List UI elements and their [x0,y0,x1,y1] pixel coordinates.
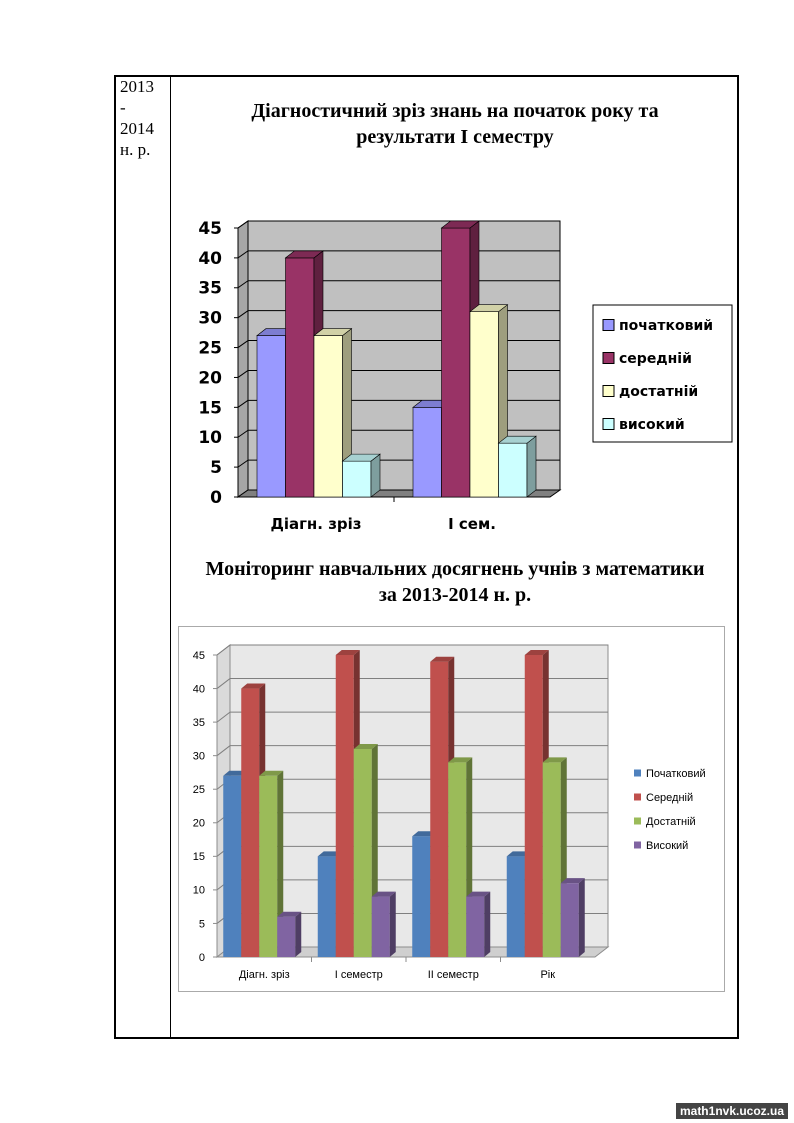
chart1-y-tick-label: 5 [210,458,222,479]
chart2-bar [412,836,430,957]
chart2-legend-label: Високий [646,839,689,852]
year-line: - [120,98,126,117]
chart2-legend-label: Середній [646,791,694,804]
chart1-legend-label: початковий [619,317,714,334]
chart1-legend-label: достатній [619,383,699,400]
chart1-legend-swatch [603,353,614,364]
chart2-x-tick-label: Діагн. зріз [238,969,290,981]
chart1-x-tick-label: Діагн. зріз [270,515,362,533]
chart2-x-tick-label: ІІ семестр [427,969,479,981]
chart2-legend-label: Початковий [646,767,706,780]
chart2-legend-label: Достатній [646,815,696,828]
chart2-bar [223,776,241,957]
chart1-y-tick-label: 40 [198,248,222,269]
chart2-y-tick-label: 0 [198,951,205,964]
chart2-y-tick-label: 30 [192,750,205,763]
chart2-title-line: Моніторинг навчальних досягнень учнів з математики [205,558,705,580]
chart1-legend-swatch [603,386,614,397]
chart1-legend-swatch [603,419,614,430]
chart2-bar [448,762,466,957]
chart2-y-tick-label: 40 [192,683,205,696]
chart2-bar [259,776,277,957]
chart2-bar-side [484,892,490,957]
chart1-y-tick-label: 30 [198,308,222,329]
chart2-legend-swatch [634,818,641,825]
chart2-bar [466,897,484,957]
chart2-bar [241,689,259,957]
chart1-bar [499,443,528,497]
chart2-bar [525,655,543,957]
chart1-bar [413,407,442,497]
watermark: math1nvk.ucoz.ua [676,1103,788,1119]
chart2-bar [507,856,525,957]
chart2-y-tick-label: 20 [192,817,205,830]
year-line: 2014 [120,119,154,138]
chart1-bar [314,336,343,497]
chart2-bar [277,917,295,957]
chart1-bar-side [527,436,536,497]
chart2-bar [372,897,390,957]
year-line: н. р. [120,140,151,159]
chart2-bar-side [579,878,585,957]
chart1-x-tick-label: І сем. [448,515,496,533]
chart1-y-tick-label: 25 [198,338,222,359]
chart2-y-tick-label: 10 [192,884,205,897]
chart2-bar [543,762,561,957]
chart2-y-tick-label: 45 [192,649,205,662]
chart1-bar [343,461,372,497]
chart1-y-tick-label: 20 [198,368,222,389]
chart2-legend-swatch [634,842,641,849]
chart2-bar [336,655,354,957]
chart1-y-tick-label: 45 [198,218,222,239]
chart2-legend-swatch [634,770,641,777]
chart1-legend-label: високий [619,416,685,433]
chart2-bar [561,883,579,957]
chart2-legend-swatch [634,794,641,801]
chart1-title-line: результати І семестру [356,126,554,148]
chart1-bar-side [371,454,380,497]
chart1-bar [470,312,499,497]
chart2-x-tick-label: І семестр [334,969,383,981]
chart2-y-tick-label: 35 [192,716,205,729]
chart1-y-tick-label: 35 [198,278,222,299]
chart1-y-tick-label: 0 [210,487,222,508]
chart1-bar [442,228,471,497]
chart2-x-tick-label: Рік [540,969,556,981]
chart2-title-line: за 2013-2014 н. р. [378,584,532,606]
year-line: 2013 [120,77,154,96]
chart2-y-tick-label: 5 [198,918,205,931]
chart1-legend-label: середній [619,350,692,367]
chart2-bar [318,856,336,957]
chart1-y-tick-label: 10 [198,428,222,449]
chart1-y-tick-label: 15 [198,398,222,419]
chart1-title-line: Діагностичний зріз знань на початок року та [251,100,659,122]
chart2-bar [354,749,372,957]
chart1-bar [286,258,315,497]
chart2-y-tick-label: 15 [192,851,205,864]
chart2-bar [430,662,448,957]
chart2-bar-side [390,892,396,957]
chart1-legend-swatch [603,320,614,331]
chart1-bar [257,336,286,497]
chart1-side-wall [238,221,248,497]
chart2-y-tick-label: 25 [192,784,205,797]
chart2-bar-side [295,912,301,957]
